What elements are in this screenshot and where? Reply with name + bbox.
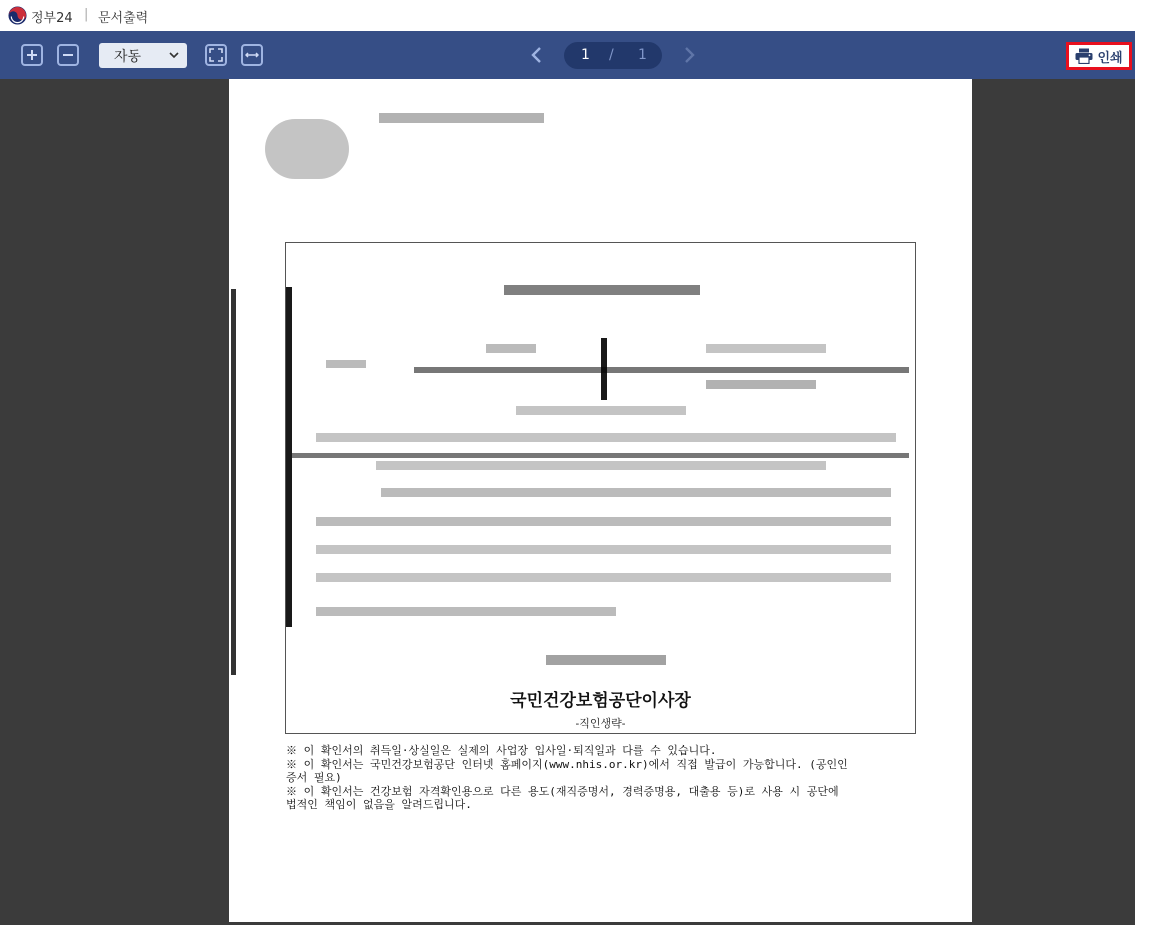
window-title: 문서출력 xyxy=(98,11,149,26)
issuer-name: 국민건강보험공단이사장 xyxy=(510,691,691,711)
note-line: ※ 이 확인서는 국민건강보험공단 인터넷 홈페이지(www.nhis.or.kr)에서 직접 발급이 가능합니다. (공인인 증서 필요) xyxy=(286,757,848,784)
zoom-select[interactable] xyxy=(99,43,187,68)
print-button[interactable] xyxy=(1066,42,1132,70)
blurred-row xyxy=(316,517,891,526)
blurred-row xyxy=(316,433,896,442)
blurred-row xyxy=(376,461,826,470)
fit-width-icon xyxy=(245,48,259,62)
table-line xyxy=(292,453,909,458)
zoom-select-value: 자동 xyxy=(114,48,142,65)
document-page xyxy=(229,79,972,922)
total-pages: 1 xyxy=(638,47,647,63)
fit-page-button[interactable] xyxy=(205,44,227,66)
fit-page-icon xyxy=(209,48,223,62)
blurred-date xyxy=(546,655,666,665)
printer-icon xyxy=(1075,48,1093,64)
table-line xyxy=(601,338,607,400)
title-bar xyxy=(0,0,1152,31)
zoom-in-button[interactable] xyxy=(21,44,43,66)
blurred-cell xyxy=(486,344,536,353)
fit-width-button[interactable] xyxy=(241,44,263,66)
seal-note: -직인생략- xyxy=(575,717,626,730)
note-line: ※ 이 확인서의 취득일·상실일은 실제의 사업장 입사일·퇴직일과 다를 수 있습니다. xyxy=(286,744,717,757)
blurred-cert-title xyxy=(504,285,700,295)
note-line: ※ 이 확인서는 건강보험 자격확인용으로 다른 용도(재직증명서, 경력증명용, 대출용 등)로 사용 시 공단에 법적인 책임이 없음을 알려드립니다. xyxy=(286,784,839,811)
document-notes xyxy=(286,744,916,812)
next-page-button[interactable] xyxy=(684,46,696,64)
zoom-out-button[interactable] xyxy=(57,44,79,66)
blurred-cell xyxy=(326,360,366,368)
chevron-down-icon xyxy=(169,51,179,59)
app-name: 정부24 xyxy=(31,11,73,26)
table-line xyxy=(414,367,909,373)
blurred-row xyxy=(381,488,891,497)
pdf-toolbar xyxy=(0,31,1135,79)
plus-icon xyxy=(26,49,38,61)
print-label: 인쇄 xyxy=(1097,50,1123,66)
page-indicator xyxy=(564,42,662,69)
blurred-row xyxy=(316,573,891,582)
blurred-logo xyxy=(265,119,349,179)
current-page[interactable]: 1 xyxy=(581,47,590,63)
blurred-cell xyxy=(706,344,826,353)
scrollbar-track[interactable] xyxy=(1135,31,1152,925)
page-left-mark xyxy=(231,289,236,675)
certificate-box xyxy=(285,242,916,734)
title-separator: | xyxy=(84,7,89,22)
government-logo-icon xyxy=(8,6,27,25)
document-viewer xyxy=(0,79,1135,925)
page-separator: / xyxy=(609,47,614,63)
prev-page-button[interactable] xyxy=(530,46,542,64)
blurred-header-text xyxy=(379,113,544,123)
blurred-row xyxy=(316,607,616,616)
minus-icon xyxy=(62,49,74,61)
blurred-cell xyxy=(516,406,686,415)
blurred-cell xyxy=(706,380,816,389)
blurred-row xyxy=(316,545,891,554)
